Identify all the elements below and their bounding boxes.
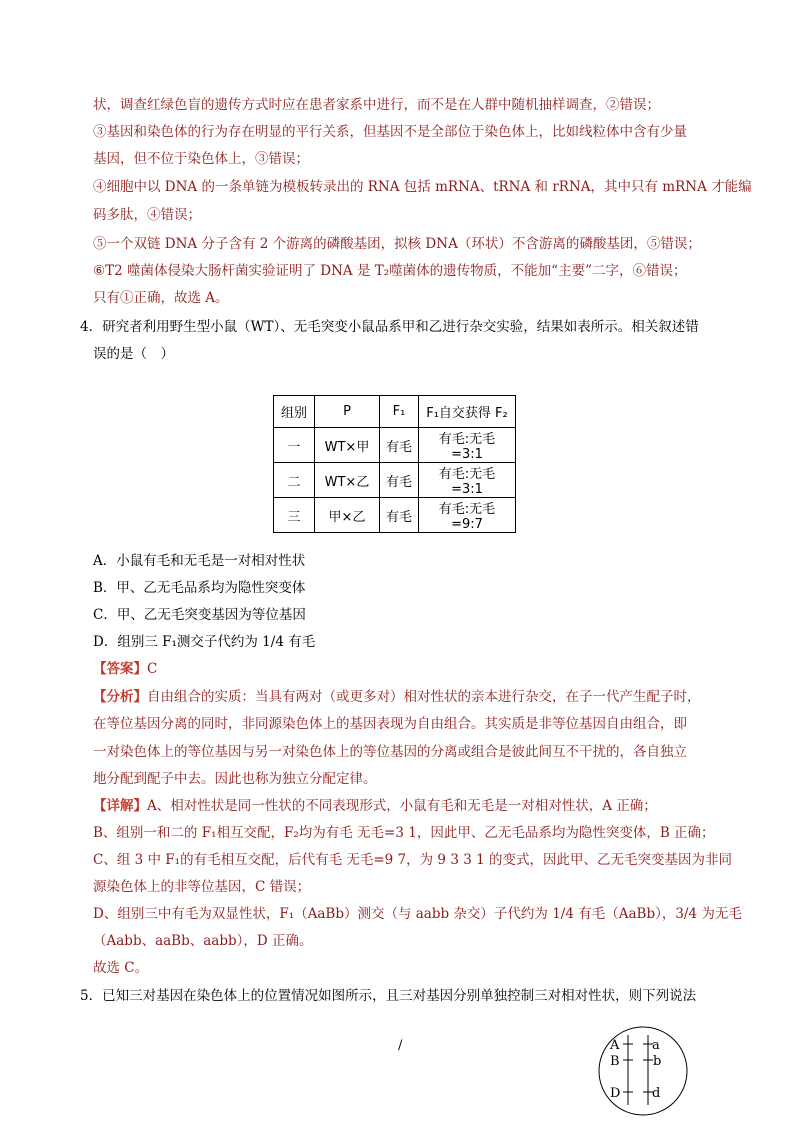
explain-line-8: 只有①正确，故选 A。 — [93, 290, 229, 306]
detail-text: A、相对性状是同一性状的不同表现形式，小鼠有毛和无毛是一对相对性状，A 正确； — [147, 798, 657, 814]
detail-line-5: D、组别三中有毛为双显性状，F₁（AaBb）测交（与 aabb 杂交）子代约为 1/4 有毛（AaBb），3/4 为无毛 — [93, 906, 742, 922]
explain-line-6: ⑤一个双链 DNA 分子含有 2 个游离的磷酸基团，拟核 DNA（环状）不含游离的磷酸基团，⑤错误； — [93, 236, 701, 252]
detail-tag: 【详解】 — [93, 798, 147, 814]
q4-table — [273, 395, 516, 533]
analysis-tag: 【分析】 — [93, 689, 147, 705]
explain-line-4: ④细胞中以 DNA 的一条单链为模板转录出的 RNA 包括 mRNA、tRNA 和 rRNA，其中只有 mRNA 才能编 — [93, 179, 752, 195]
detail-line-7: 故选 C。 — [93, 960, 149, 976]
table-row — [274, 463, 516, 498]
gene-label: D — [610, 1086, 621, 1101]
q4-stem-line-2: 误的是（ ） — [93, 346, 174, 362]
table-cell: 甲×乙 — [315, 498, 380, 533]
explain-line-2: ③基因和染色体的行为存在明显的平行关系，但基因不是全部位于染色体上，比如线粒体中含有少量 — [93, 124, 687, 140]
table-cell: 有毛 — [380, 428, 419, 463]
detail-line-3: C、组 3 中 F₁的有毛相互交配，后代有毛 无毛=9 7，为 9 3 3 1 的变式，因此甲、乙无毛突变基因为非同 — [93, 852, 732, 868]
gene-label: b — [653, 1054, 662, 1069]
analysis-line-3: 一对染色体上的等位基因与另一对染色体上的等位基因的分离或组合是彼此间互不干扰的，各自独立 — [93, 744, 687, 760]
chromosome-figure — [597, 1025, 689, 1117]
detail-line-1 — [93, 797, 657, 815]
detail-line-6: （Aabb、aaBb、aabb），D 正确。 — [93, 933, 313, 949]
table-cell: 有毛 — [380, 463, 419, 498]
table-cell: WT×乙 — [315, 463, 380, 498]
gene-label: d — [652, 1086, 661, 1101]
q4-stem-line-1: 4．研究者利用野生型小鼠（WT）、无毛突变小鼠品系甲和乙进行杂交实验，结果如表所示。相关叙述错 — [80, 319, 699, 335]
table-header-cell: 组别 — [274, 396, 315, 428]
analysis-line-4: 地分配到配子中去。因此也称为独立分配定律。 — [93, 771, 377, 787]
answer-value: C — [147, 661, 158, 677]
analysis-line-1 — [93, 688, 701, 706]
table-cell: 有毛:无毛=3:1 — [419, 428, 516, 463]
table-cell: 一 — [274, 428, 315, 463]
table-cell: 有毛:无毛=9:7 — [419, 498, 516, 533]
table-cell: 有毛 — [380, 498, 419, 533]
table-cell: 三 — [274, 498, 315, 533]
answer-tag: 【答案】 — [93, 661, 147, 677]
gene-label: A — [610, 1038, 620, 1053]
q4-option-a: A．小鼠有毛和无毛是一对相对性状 — [93, 553, 306, 569]
table-header-cell: F₁ — [380, 396, 419, 428]
page-number: / — [398, 1038, 403, 1053]
q4-option-d: D．组别三 F₁测交子代约为 1/4 有毛 — [93, 634, 316, 650]
detail-line-2: B、组别一和二的 F₁相互交配，F₂均为有毛 无毛=3 1，因此甲、乙无毛品系均为隐性突变体，B 正确； — [93, 825, 715, 841]
analysis-line-2: 在等位基因分离的同时，非同源染色体上的基因表现为自由组合。其实质是非等位基因自由组合，即 — [93, 716, 687, 732]
q4-option-c: C．甲、乙无毛突变基因为等位基因 — [93, 607, 306, 623]
q4-option-b: B．甲、乙无毛品系均为隐性突变体 — [93, 580, 306, 596]
table-cell: 有毛:无毛=3:1 — [419, 463, 516, 498]
gene-label: a — [652, 1038, 660, 1053]
analysis-text: 自由组合的实质：当具有两对（或更多对）相对性状的亲本进行杂交，在子一代产生配子时， — [147, 689, 701, 705]
table-header-row — [274, 396, 516, 428]
detail-line-4: 源染色体上的非等位基因，C 错误； — [93, 879, 311, 895]
explain-line-7: ⑥T2 噬菌体侵染大肠杆菌实验证明了 DNA 是 T₂噬菌体的遗传物质，不能加“主要”二字，⑥错误； — [93, 263, 687, 279]
q5-stem: 5．已知三对基因在染色体上的位置情况如图所示，且三对基因分别单独控制三对相对性状，则下列说法 — [80, 988, 697, 1004]
table-row — [274, 428, 516, 463]
explain-line-1: 状，调查红绿色盲的遗传方式时应在患者家系中进行，而不是在人群中随机抽样调查，②错误； — [93, 97, 660, 113]
gene-label: B — [610, 1054, 620, 1069]
answer-line — [93, 660, 157, 678]
explain-line-3: 基因，但不位于染色体上，③错误； — [93, 151, 309, 167]
explain-line-5: 码多肽，④错误； — [93, 207, 201, 223]
table-header-cell: F₁自交获得 F₂ — [419, 396, 516, 428]
table-cell: WT×甲 — [315, 428, 380, 463]
table-cell: 二 — [274, 463, 315, 498]
table-row — [274, 498, 516, 533]
table-header-cell: P — [315, 396, 380, 428]
